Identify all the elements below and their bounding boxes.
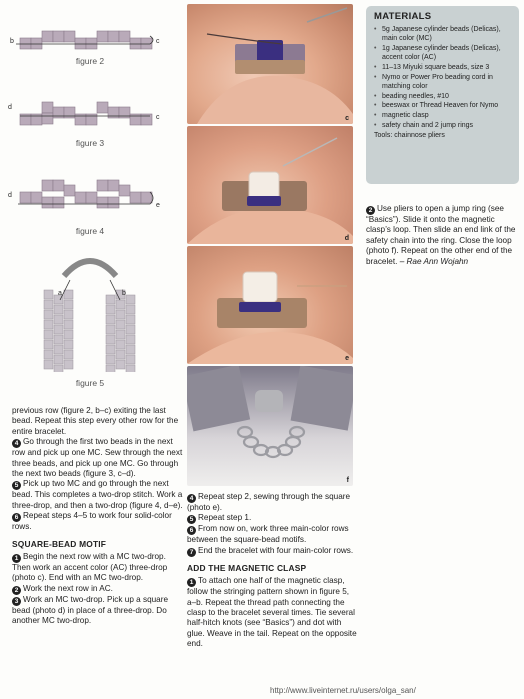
instructions-column-2 xyxy=(187,492,357,650)
materials-item: • 5g Japanese cylinder beads (Delicas), main color (MC) xyxy=(374,25,511,44)
step-number-6: 6 xyxy=(187,526,196,535)
materials-list xyxy=(374,25,511,131)
figure-2-label-c: c xyxy=(156,38,160,45)
figure-2-label-b: b xyxy=(10,38,14,45)
motif-step-6-text: From now on, work three main-color rows between the square-bead motifs. xyxy=(187,524,349,545)
photo-f xyxy=(187,366,353,486)
continued-paragraph: previous row (figure 2, b–c) exiting the last bead. Repeat this step every other row for the entire bracelet. xyxy=(12,406,179,436)
materials-item: • 11–13 Miyuki square beads, size 3 xyxy=(374,63,511,73)
step-5-text: Pick up two MC and go through the next bead. This completes a two-drop stitch. Work a three-drop, and then a two-drop (figure 4, d–e). xyxy=(12,479,183,510)
figure-3-caption: figure 3 xyxy=(75,138,105,148)
step-number-6: 6 xyxy=(12,513,21,522)
materials-item: • beeswax or Thread Heaven for Nymo xyxy=(374,101,511,111)
step-number-2: 2 xyxy=(366,206,375,215)
figure-4-label-e: e xyxy=(156,202,160,209)
photo-e xyxy=(187,246,353,364)
motif-step-5-text: Repeat step 1. xyxy=(198,513,252,523)
step-4-text: Go through the first two beads in the next row and pick up one MC. Sew through the next three beads, and pick up one MC. Go through the next two beads (figure 3, c–d). xyxy=(12,437,183,479)
figure-3-diagram xyxy=(0,94,180,134)
clasp-step-2-block xyxy=(366,204,520,267)
figure-4-caption: figure 4 xyxy=(75,226,105,236)
step-number-4: 4 xyxy=(12,439,21,448)
step-number-1: 1 xyxy=(187,578,196,587)
photo-d-label: d xyxy=(344,235,349,242)
figure-5-label-a: a xyxy=(58,290,62,297)
step-number-7: 7 xyxy=(187,548,196,557)
step-number-3: 3 xyxy=(12,597,21,606)
materials-title: MATERIALS xyxy=(374,11,432,22)
step-number-1: 1 xyxy=(12,554,21,563)
photo-d xyxy=(187,126,353,244)
author-credit: – Rae Ann Wojahn xyxy=(399,256,469,266)
step-number-2: 2 xyxy=(12,586,21,595)
materials-item: • 1g Japanese cylinder beads (Delicas), accent color (AC) xyxy=(374,44,511,63)
materials-box xyxy=(366,6,519,184)
materials-tools: Tools: chainnose pliers xyxy=(374,132,445,140)
materials-item: • beading needles, #10 xyxy=(374,92,511,102)
motif-step-4-text: Repeat step 2, sewing through the square (photo e). xyxy=(187,492,351,512)
photo-e-label: e xyxy=(345,355,349,362)
step-number-5: 5 xyxy=(12,481,21,490)
materials-item: • safety chain and 2 jump rings xyxy=(374,121,511,131)
step-number-5: 5 xyxy=(187,515,196,524)
figure-4-diagram xyxy=(0,172,180,222)
figure-2-diagram xyxy=(0,18,180,58)
motif-step-3-text: Work an MC two-drop. Pick up a square bead (photo d) in place of a three-drop. Do another MC two-drop. xyxy=(12,594,169,626)
figure-5-caption: figure 5 xyxy=(75,378,105,388)
photo-c xyxy=(187,4,353,124)
figure-3-label-d: d xyxy=(8,104,12,111)
figure-3-label-c: c xyxy=(156,114,160,121)
materials-item: • Nymo or Power Pro beading cord in matching color xyxy=(374,73,511,92)
step-number-4: 4 xyxy=(187,494,196,503)
motif-step-7-text: End the bracelet with four main-color rows. xyxy=(198,545,354,555)
section-heading-clasp: ADD THE MAGNETIC CLASP xyxy=(187,562,307,573)
figure-2-caption: figure 2 xyxy=(75,56,105,66)
photo-c-label: c xyxy=(345,115,349,122)
photo-f-label: f xyxy=(346,477,349,484)
figure-4-label-d: d xyxy=(8,192,12,199)
clasp-step-2-text: Use pliers to open a jump ring (see “Basics”). Slide it onto the magnetic clasp’s loop. Then slide an end link of the safety chain into the ring. Close the loop (photo f). Repeat on the other end of the bracelet. xyxy=(366,204,516,266)
step-6-text: Repeat steps 4–5 to work four solid-color rows. xyxy=(12,511,172,532)
clasp-step-1-text: To attach one half of the magnetic clasp, follow the stringing pattern shown in figure 5, a–b. Repeat the thread path connecting the clasp to the bracelet several times. Tie several half-hitch knots (see “Basics”) and dot with glue. Weave in the tail. Repeat on the opposite end. xyxy=(187,576,357,649)
section-heading-square-bead: SQUARE-BEAD MOTIF xyxy=(12,538,107,549)
instructions-column-1 xyxy=(12,406,184,627)
figure-5-label-b: b xyxy=(122,290,126,297)
figure-5-diagram xyxy=(0,250,180,372)
motif-step-1-text: Begin the next row with a MC two-drop. Then work an accent color (AC) three-drop (photo c). End with an MC two-drop. xyxy=(12,552,168,583)
motif-step-2-text: Work the next row in AC. xyxy=(23,583,113,593)
watermark-url: http://www.liveinternet.ru/users/olga_san/ xyxy=(270,686,416,695)
materials-item: • magnetic clasp xyxy=(374,111,511,121)
